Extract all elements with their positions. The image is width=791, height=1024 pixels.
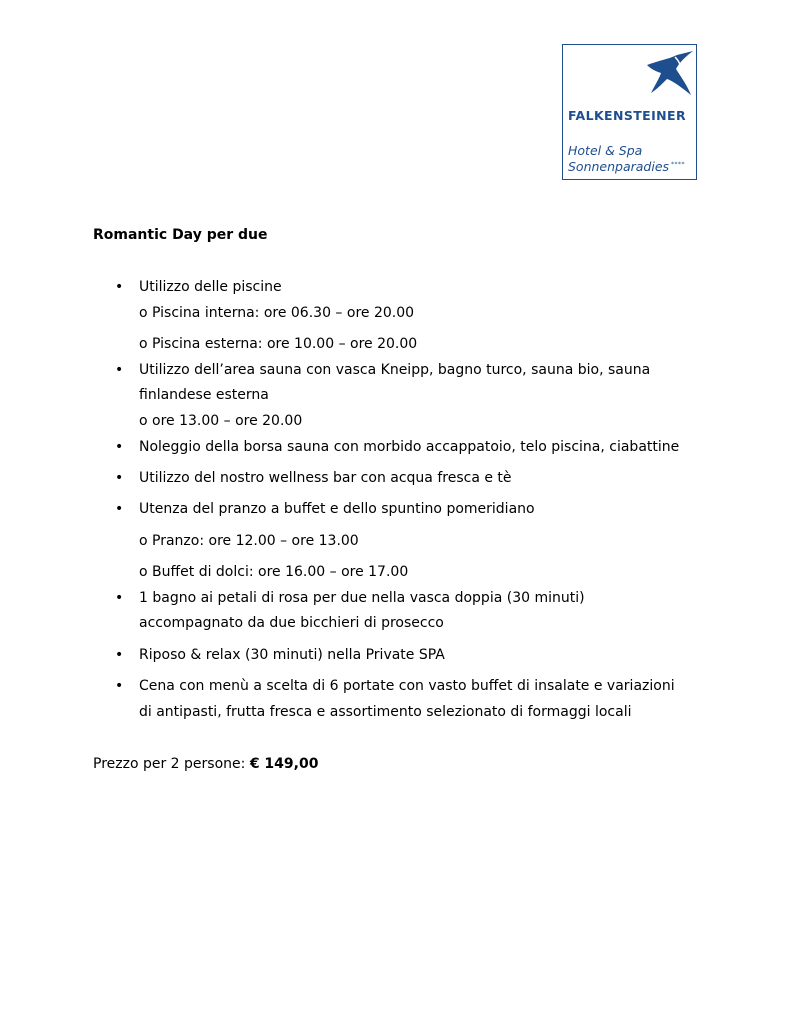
price-value: € 149,00 <box>249 756 319 772</box>
item-6-line-2: accompagnato da due bicchieri di prosecco <box>139 615 444 631</box>
bullet-4: • <box>115 470 124 486</box>
bullet-7: • <box>115 647 124 663</box>
item-2-line-1: Utilizzo dell’area sauna con vasca Kneipp, bagno turco, sauna bio, sauna <box>139 362 651 378</box>
logo-subtitle-2-text: Sonnenparadies <box>568 159 670 174</box>
bullet-3: • <box>115 439 124 455</box>
bullet-2: • <box>115 362 124 378</box>
item-4-line-1: Utilizzo del nostro wellness bar con acqua fresca e tè <box>139 470 512 486</box>
item-8-line-2: di antipasti, frutta fresca e assortimento selezionato di formaggi locali <box>139 704 632 720</box>
price-line <box>93 756 318 772</box>
bullet-1: • <box>115 279 124 295</box>
bullet-6: • <box>115 590 124 606</box>
bullet-8: • <box>115 678 124 694</box>
item-7-line-1: Riposo & relax (30 minuti) nella Private SPA <box>139 647 445 663</box>
item-8-line-1: Cena con menù a scelta di 6 portate con vasto buffet di insalate e variazioni <box>139 678 675 694</box>
page-title: Romantic Day per due <box>93 227 268 243</box>
logo-stars: **** <box>671 161 686 168</box>
item-1-line-1: Utilizzo delle piscine <box>139 279 282 295</box>
price-label: Prezzo per 2 persone: <box>93 756 250 772</box>
item-1-sub-2: o Piscina esterna: ore 10.00 – ore 20.00 <box>139 336 418 352</box>
item-6-line-1: 1 bagno ai petali di rosa per due nella vasca doppia (30 minuti) <box>139 590 585 606</box>
item-2-sub-1: o ore 13.00 – ore 20.00 <box>139 413 303 429</box>
item-1-sub-1: o Piscina interna: ore 06.30 – ore 20.00 <box>139 305 415 321</box>
swallow-bird-icon <box>645 51 695 97</box>
item-2-line-2: finlandese esterna <box>139 387 269 403</box>
item-5-line-1: Utenza del pranzo a buffet e dello spuntino pomeridiano <box>139 501 535 517</box>
logo-subtitle-1: Hotel & Spa <box>568 143 643 158</box>
item-5-sub-1: o Pranzo: ore 12.00 – ore 13.00 <box>139 533 359 549</box>
logo-subtitle-2 <box>568 159 685 174</box>
item-5-sub-2: o Buffet di dolci: ore 16.00 – ore 17.00 <box>139 564 409 580</box>
hotel-logo <box>562 44 697 180</box>
bullet-5: • <box>115 501 124 517</box>
logo-brand-name: FALKENSTEINER <box>568 108 686 123</box>
item-3-line-1: Noleggio della borsa sauna con morbido accappatoio, telo piscina, ciabattine <box>139 439 680 455</box>
